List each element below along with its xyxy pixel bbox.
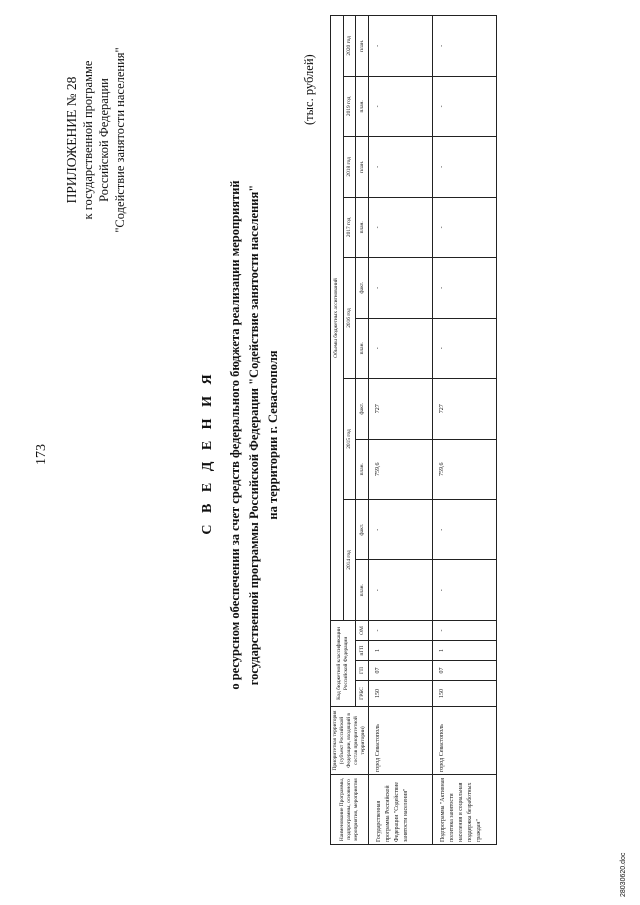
header-budget-code: Код бюджетной классификации Российской Федерации: [331, 620, 356, 706]
header-year-2015: 2015 год: [343, 379, 356, 500]
table-row: [433, 16, 497, 845]
header-territory: Приоритетная территория (субъект Российской Федерации, входящий в состав приоритетной территории): [331, 707, 369, 775]
header-plan-2015: план.: [356, 439, 369, 499]
header-year-2019: 2019 год: [343, 76, 356, 136]
subtitle-line-1: о ресурсном обеспечении за счет средств федерального бюджета реализации мероприятий: [228, 180, 242, 690]
row-grbs: 150: [369, 681, 433, 707]
row-name: Подпрограмма "Активная политика занятости населения и социальная поддержка безработных граждан": [433, 775, 497, 845]
header-year-2016: 2016 год: [343, 258, 356, 379]
header-fact-2015: факт.: [356, 379, 369, 439]
row-gp: 07: [369, 661, 433, 681]
header-fact-2014: факт.: [356, 500, 369, 560]
header-pgp: пГП: [356, 641, 369, 661]
row-2014-plan: -: [433, 560, 497, 620]
header-om: ОМ: [356, 620, 369, 640]
row-territory: город Севастополь: [433, 707, 497, 775]
header-year-2018: 2018 год: [343, 137, 356, 197]
row-2020-plan: -: [369, 16, 433, 77]
appendix-block: [64, 15, 128, 265]
row-2015-fact: 727: [369, 379, 433, 439]
header-plan-2019: план.: [356, 76, 369, 136]
row-2015-plan: 759,6: [369, 439, 433, 499]
budget-table: [330, 15, 497, 845]
row-grbs: 150: [433, 681, 497, 707]
document-heading: С В Е Д Е Н И Я: [200, 370, 215, 535]
row-name: Государственная программа Российской Федерации "Содействие занятости населения": [369, 775, 433, 845]
row-2014-plan: -: [369, 560, 433, 620]
header-plan-2014: план.: [356, 560, 369, 620]
file-name-footer: 28030620.doc: [620, 852, 627, 897]
appendix-title: ПРИЛОЖЕНИЕ № 28: [64, 76, 79, 204]
row-2020-plan: -: [433, 16, 497, 77]
row-om: -: [433, 620, 497, 640]
subtitle-line-3: на территории г. Севастополя: [266, 350, 280, 520]
page-number: 173: [34, 444, 49, 465]
row-2018-plan: -: [433, 137, 497, 197]
header-gp: ГП: [356, 661, 369, 681]
header-volumes: Объемы бюджетных ассигнований: [331, 16, 344, 621]
header-plan-2016: план.: [356, 318, 369, 378]
subtitle-line-2: государственной программы Российской Федерации "Содействие занятости населения": [247, 184, 261, 686]
header-plan-2020: план.: [356, 16, 369, 77]
header-year-2014: 2014 год: [343, 500, 356, 621]
row-2016-fact: -: [369, 258, 433, 318]
row-2019-plan: -: [433, 76, 497, 136]
header-plan-2018: план.: [356, 137, 369, 197]
row-2019-plan: -: [369, 76, 433, 136]
row-pgp: 1: [369, 641, 433, 661]
row-2014-fact: -: [369, 500, 433, 560]
row-2014-fact: -: [433, 500, 497, 560]
row-2016-fact: -: [433, 258, 497, 318]
header-fact-2016: факт.: [356, 258, 369, 318]
document-subtitle: [226, 115, 283, 755]
row-gp: 07: [433, 661, 497, 681]
header-name: Наименование Программы, подпрограммы, основного мероприятия, мероприятия: [331, 775, 369, 845]
units-label: (тыс. рублей): [302, 54, 316, 125]
header-plan-2017: план.: [356, 197, 369, 257]
row-pgp: 1: [433, 641, 497, 661]
header-year-2017: 2017 год: [343, 197, 356, 257]
header-grbs: ГРБС: [356, 681, 369, 707]
appendix-line-2: к государственной программе: [81, 60, 95, 220]
row-2015-fact: 727: [433, 379, 497, 439]
appendix-line-4: "Содействие занятости населения": [113, 47, 127, 233]
row-2016-plan: -: [433, 318, 497, 378]
row-2015-plan: 759,6: [433, 439, 497, 499]
row-2016-plan: -: [369, 318, 433, 378]
row-2018-plan: -: [369, 137, 433, 197]
table-row: [369, 16, 433, 845]
header-year-2020: 2020 год: [343, 16, 356, 77]
row-2017-plan: -: [433, 197, 497, 257]
row-territory: город Севастополь: [369, 707, 433, 775]
row-om: -: [369, 620, 433, 640]
row-2017-plan: -: [369, 197, 433, 257]
appendix-line-3: Российской Федерации: [97, 78, 111, 202]
